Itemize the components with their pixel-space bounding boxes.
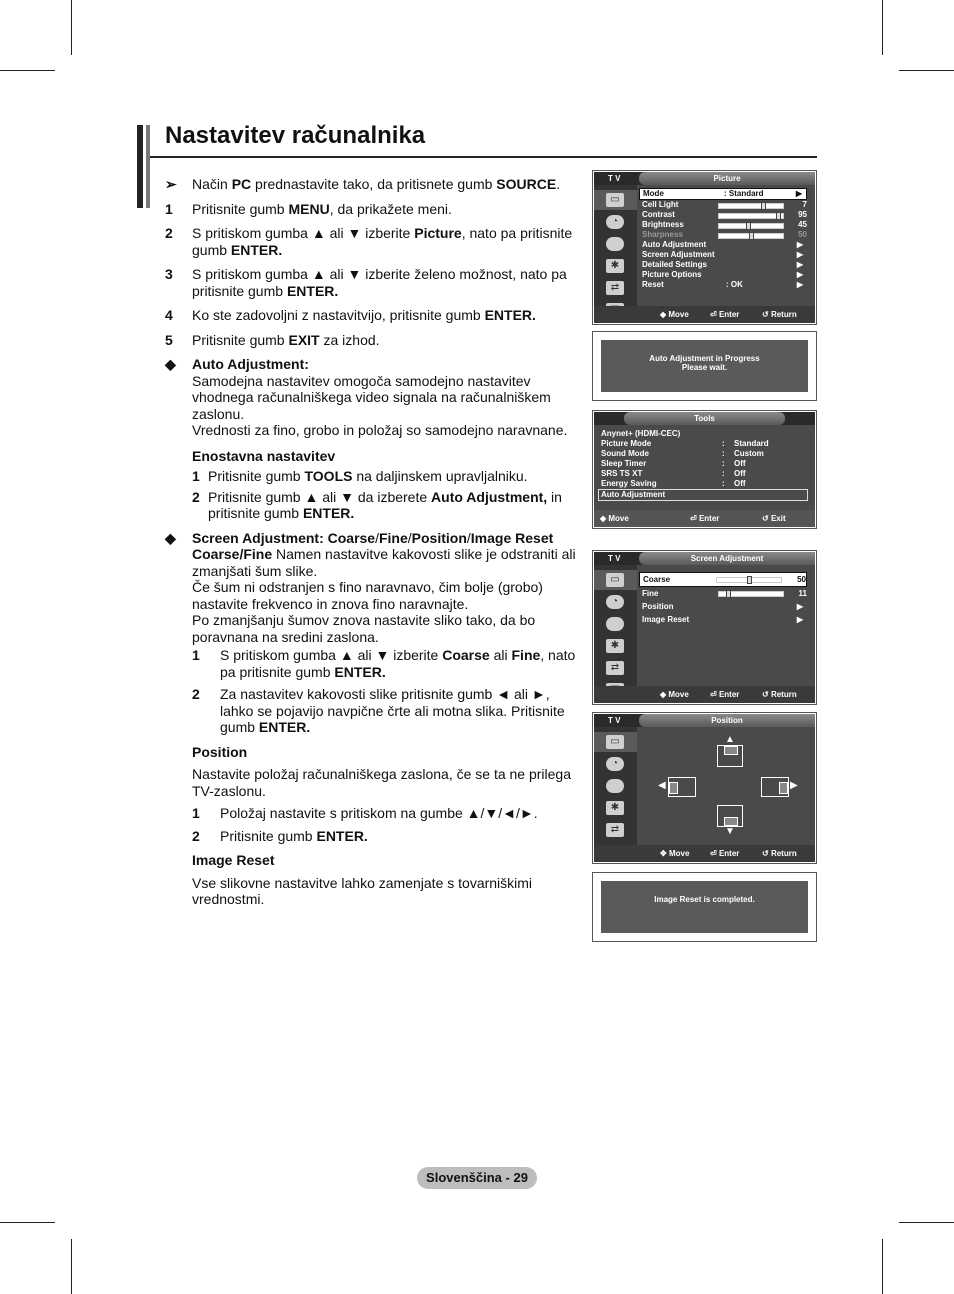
osd-item-value: : Standard <box>724 189 764 198</box>
osd-menu-item[interactable] <box>642 200 807 210</box>
step-text: Za nastavitev kakovosti slike pritisnite gumb ◄ ali ►, lahko se pojavijo navpične črte ali motna slika. Pritisnite gumb ENTER. <box>220 686 565 735</box>
tools-item-label: Picture Mode <box>601 439 652 448</box>
step-text: Pritisnite gumb EXIT za izhod. <box>192 331 380 348</box>
osd-title: Picture <box>639 172 815 185</box>
step-text: S pritiskom gumba ▲ ali ▼ izberite Picture, nato pa pritisnite gumb ENTER. <box>192 225 573 258</box>
easy-setup-title: Enostavna nastavitev <box>192 447 336 464</box>
step-number: 5 <box>165 331 173 348</box>
osd-menu-item[interactable] <box>642 280 807 290</box>
tools-item-value: Standard <box>734 439 769 448</box>
osd-slider[interactable] <box>716 577 782 583</box>
osd-title: Tools <box>624 412 785 425</box>
picture-icon: ▭ <box>606 573 624 587</box>
step <box>192 647 577 680</box>
return-hint: ↺ Return <box>762 310 797 319</box>
osd-picture-menu <box>592 170 817 325</box>
osd-footer <box>594 306 815 323</box>
colon: : <box>722 439 725 448</box>
osd-footer <box>594 510 815 527</box>
position-right-box <box>761 777 789 797</box>
title-decoration-2 <box>146 125 150 208</box>
sound-icon: ◔ <box>606 595 624 609</box>
slider-knob[interactable] <box>749 232 754 240</box>
position-top-box <box>717 745 743 767</box>
diamond-icon: ◆ <box>165 356 176 372</box>
diamond-icon: ◆ <box>165 529 176 546</box>
step <box>192 686 577 736</box>
tools-item-label: Sound Mode <box>601 449 649 458</box>
osd-menu-item[interactable] <box>642 600 807 613</box>
osd-menu-item[interactable] <box>639 188 807 200</box>
osd-item-label: Sharpness <box>642 230 683 239</box>
osd-sidebar <box>594 185 637 306</box>
osd-sidebar <box>594 727 637 845</box>
tools-item-value: Custom <box>734 449 764 458</box>
left-arrow-icon: ◀ <box>658 780 666 791</box>
tools-item-selected[interactable]: Auto Adjustment <box>598 489 808 501</box>
move-hint: ◆ Move <box>660 690 689 699</box>
screen-adjustment-title: Screen Adjustment: Coarse/Fine/Position/Image Reset <box>192 529 554 546</box>
intro <box>165 176 577 193</box>
title-decoration <box>137 125 143 208</box>
input-icon: ⇄ <box>606 823 624 837</box>
osd-slider[interactable] <box>718 203 784 209</box>
step-number: 2 <box>192 686 200 702</box>
move-hint: ◆ Move <box>600 514 629 523</box>
enter-hint: ⏎ Enter <box>710 310 740 319</box>
right-arrow-icon: ▶ <box>790 780 798 791</box>
osd-item-label: Screen Adjustment <box>642 250 715 259</box>
step-text: Položaj nastavite s pritiskom na gumbe ▲/▼/◄/►. <box>220 805 538 821</box>
osd-footer <box>594 686 815 703</box>
step-number: 4 <box>165 307 173 323</box>
right-arrow-icon: ▶ <box>796 270 803 279</box>
sound-icon: ◔ <box>606 757 624 771</box>
right-arrow-icon: ▶ <box>796 250 803 259</box>
osd-item-label: Cell Light <box>642 200 679 209</box>
osd-menu-item[interactable] <box>639 572 807 587</box>
tools-item[interactable] <box>601 459 808 469</box>
down-arrow-icon: ▼ <box>725 826 735 837</box>
osd-menu-item[interactable] <box>642 220 807 230</box>
osd-item-label: Coarse <box>643 575 671 584</box>
osd-menu-item[interactable] <box>642 230 807 240</box>
channel-icon <box>606 237 624 251</box>
osd-item-label: Detailed Settings <box>642 260 707 269</box>
osd-auto-adjust-progress <box>592 331 817 401</box>
osd-item-label: Fine <box>642 589 659 598</box>
osd-item-label: Contrast <box>642 210 675 219</box>
osd-item-number: 95 <box>798 210 807 219</box>
title-rule <box>150 156 817 158</box>
tools-item[interactable] <box>601 479 808 489</box>
step-text: Pritisnite gumb ENTER. <box>220 827 368 844</box>
coarse-fine-text: Coarse/Fine Namen nastavitve kakovosti slike je odstraniti ali zmanjšati šum slike. <box>192 546 576 579</box>
step <box>192 468 577 485</box>
right-arrow-icon: ▶ <box>796 602 803 611</box>
osd-title: Screen Adjustment <box>639 552 815 565</box>
up-arrow-icon: ▲ <box>725 734 735 745</box>
image-reset-title: Image Reset <box>192 852 275 868</box>
osd-menu-item[interactable] <box>642 210 807 220</box>
step <box>165 332 577 349</box>
slider-knob[interactable] <box>726 590 731 598</box>
colon: : <box>722 479 725 488</box>
osd-menu-item[interactable] <box>642 240 807 250</box>
osd-footer <box>594 845 815 862</box>
osd-menu-item[interactable] <box>642 250 807 260</box>
tools-item-label: SRS TS XT <box>601 469 643 478</box>
auto-adjustment-title: Auto Adjustment: <box>192 356 309 372</box>
progress-line2: Please wait. <box>681 363 728 372</box>
step-text: S pritiskom gumba ▲ ali ▼ izberite Coarse ali Fine, nato pa pritisnite gumb ENTER. <box>220 647 576 680</box>
right-arrow-icon: ▶ <box>795 189 802 198</box>
osd-tools-menu <box>592 410 817 529</box>
osd-screen-adjustment <box>592 550 817 705</box>
tools-item-label: Sleep Timer <box>601 459 647 468</box>
step-number: 1 <box>192 647 200 663</box>
position-title: Position <box>192 743 248 760</box>
step <box>165 225 577 258</box>
setup-icon: ✱ <box>606 801 624 815</box>
slider-knob[interactable] <box>746 222 751 230</box>
tools-item[interactable] <box>601 439 808 449</box>
page-number: Slovenščina - 29 <box>417 1167 537 1189</box>
intro-text: Način PC prednastavite tako, da pritisnete gumb SOURCE. <box>192 176 561 192</box>
osd-item-number: 45 <box>798 220 807 229</box>
osd-item-label: Reset <box>642 280 664 289</box>
return-hint: ↺ Return <box>762 849 797 858</box>
move-hint: ✥ Move <box>660 849 690 858</box>
osd-slider[interactable] <box>718 591 784 597</box>
osd-title: Position <box>639 714 815 727</box>
slider-knob[interactable] <box>761 202 766 210</box>
tv-label: T V <box>608 174 621 183</box>
osd-menu-item[interactable] <box>642 260 807 270</box>
osd-item-number: 7 <box>802 200 807 209</box>
tools-item-value: Off <box>734 459 746 468</box>
osd-sidebar <box>594 565 637 686</box>
step-text: S pritiskom gumba ▲ ali ▼ izberite želeno možnost, nato pa pritisnite gumb ENTER. <box>192 266 567 299</box>
colon: : <box>722 459 725 468</box>
tools-item[interactable] <box>601 469 808 479</box>
instructions <box>165 176 577 908</box>
osd-item-label: Image Reset <box>642 615 690 624</box>
tools-item-value: Off <box>734 479 746 488</box>
exit-hint: ↺ Exit <box>762 514 786 523</box>
step-number: 2 <box>165 225 173 241</box>
tools-item-value: Off <box>734 469 746 478</box>
right-arrow-icon: ▶ <box>796 615 803 624</box>
step-number: 1 <box>165 200 173 217</box>
tv-label: T V <box>608 554 621 563</box>
tv-label: T V <box>608 716 621 725</box>
step-number: 1 <box>192 805 200 821</box>
step-text: Pritisnite gumb MENU, da prikažete meni. <box>192 200 452 217</box>
auto-adjustment-text2: Vrednosti za fino, grobo in položaj so samodejno naravnane. <box>192 422 568 438</box>
step-number: 2 <box>192 827 200 844</box>
osd-slider[interactable] <box>718 233 784 239</box>
position-text: Nastavite položaj računalniškega zaslona, če se ta ne prilega TV-zaslonu. <box>192 766 572 799</box>
screen-adjustment-section <box>165 530 577 646</box>
osd-item-label: Mode <box>643 189 664 198</box>
screen-text2: Če šum ni odstranjen s fino naravnavo, čim bolje (grobo) nastavite frekvenco in znova fino naravnajte. <box>192 579 543 612</box>
step-number: 3 <box>165 266 173 282</box>
tools-item[interactable] <box>601 449 808 459</box>
osd-item-label: Auto Adjustment <box>642 240 707 249</box>
osd-item-label: Picture Options <box>642 270 702 279</box>
right-arrow-icon: ▶ <box>796 260 803 269</box>
step-text: Pritisnite gumb ▲ ali ▼ da izberete Auto Adjustment, in pritisnite gumb ENTER. <box>208 488 562 521</box>
reset-message: Image Reset is completed. <box>654 895 755 904</box>
step-number: 1 <box>192 468 200 484</box>
screen-text3: Po zmanjšanju šumov znova nastavite sliko tako, da bo poravnana na sredini zaslona. <box>192 612 536 645</box>
osd-item-number: 50 <box>797 575 806 584</box>
osd-menu-item[interactable] <box>642 613 807 626</box>
slider-knob[interactable] <box>776 212 781 220</box>
channel-icon <box>606 617 624 631</box>
progress-line1: Auto Adjustment in Progress <box>649 354 760 363</box>
picture-icon: ▭ <box>606 735 624 749</box>
right-arrow-icon: ▶ <box>796 240 803 249</box>
input-icon: ⇄ <box>606 281 624 295</box>
move-hint: ◆ Move <box>660 310 689 319</box>
arrow-icon: ➢ <box>165 176 177 192</box>
slider-knob[interactable] <box>747 576 752 584</box>
anynet-item[interactable]: Anynet+ (HDMI-CEC) <box>601 429 681 438</box>
osd-item-value: : OK <box>726 280 743 289</box>
auto-adjustment-text1: Samodejna nastavitev omogoča samodejno nastavitev vhodnega računalniškega video signala na računalniškem zaslonu. <box>192 372 551 422</box>
enter-hint: ⏎ Enter <box>710 849 740 858</box>
setup-icon: ✱ <box>606 639 624 653</box>
picture-icon: ▭ <box>606 193 624 207</box>
position-bottom-box <box>717 805 743 827</box>
step <box>192 489 577 522</box>
step-text: Pritisnite gumb TOOLS na daljinskem upravljalniku. <box>208 468 528 484</box>
colon: : <box>722 449 725 458</box>
osd-item-number: 11 <box>798 589 807 598</box>
step <box>165 307 577 324</box>
enter-hint: ⏎ Enter <box>710 690 740 699</box>
auto-adjustment-section <box>165 356 577 439</box>
osd-image-reset-complete <box>592 872 817 942</box>
step <box>192 828 577 845</box>
enter-hint: ⏎ Enter <box>690 514 720 523</box>
position-left-box <box>668 777 696 797</box>
step <box>165 266 577 299</box>
setup-icon: ✱ <box>606 259 624 273</box>
osd-item-number: 50 <box>798 230 807 239</box>
osd-menu-item[interactable] <box>642 270 807 280</box>
osd-slider[interactable] <box>718 223 784 229</box>
input-icon: ⇄ <box>606 661 624 675</box>
right-arrow-icon: ▶ <box>796 280 803 289</box>
step <box>165 201 577 218</box>
channel-icon <box>606 779 624 793</box>
colon: : <box>722 469 725 478</box>
osd-item-label: Brightness <box>642 220 684 229</box>
osd-item-label: Position <box>642 602 674 611</box>
osd-menu-item[interactable] <box>642 587 807 600</box>
sound-icon: ◔ <box>606 215 624 229</box>
page-title: Nastavitev računalnika <box>165 122 426 149</box>
tools-item-label: Energy Saving <box>601 479 657 488</box>
osd-slider[interactable] <box>718 213 784 219</box>
step <box>192 805 577 822</box>
step-number: 2 <box>192 488 200 505</box>
image-reset-text: Vse slikovne nastavitve lahko zamenjate s tovarniškimi vrednostmi. <box>192 874 533 907</box>
return-hint: ↺ Return <box>762 690 797 699</box>
step-text: Ko ste zadovoljni z nastavitvijo, pritisnite gumb ENTER. <box>192 307 536 323</box>
osd-position <box>592 712 817 864</box>
